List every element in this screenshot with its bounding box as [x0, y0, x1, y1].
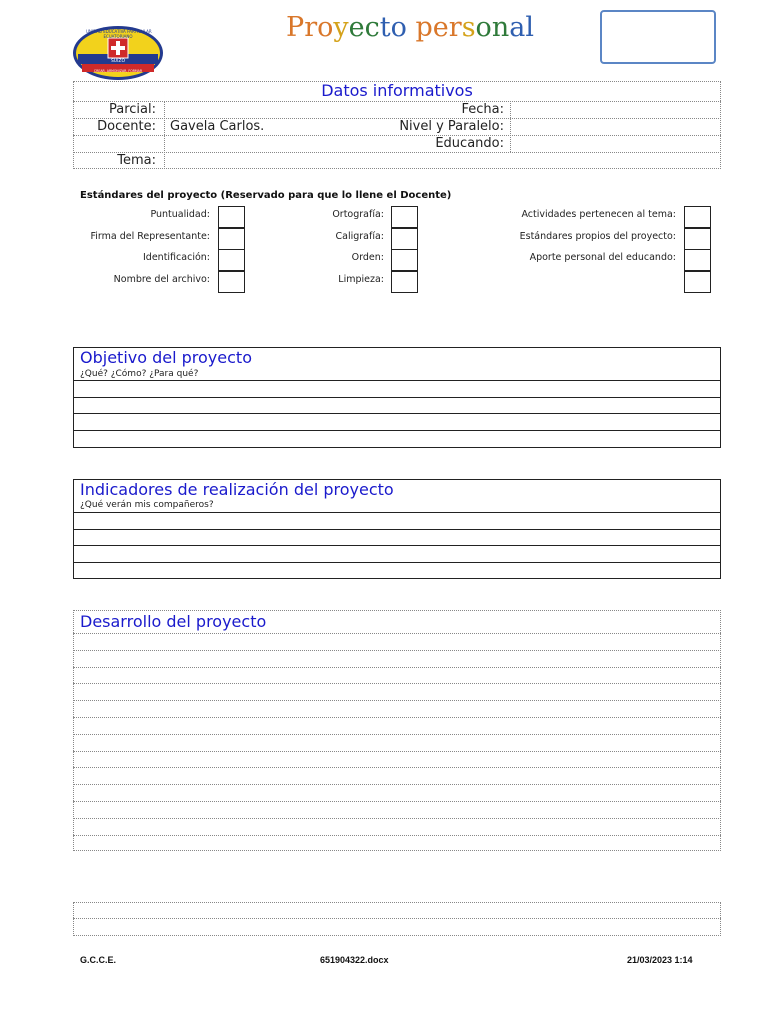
docente-label: Docente: — [97, 119, 156, 134]
standard-label: Nombre del archivo: — [113, 274, 210, 285]
title-letter: t — [379, 12, 391, 43]
col-divider — [164, 101, 165, 169]
standard-label: Estándares propios del proyecto: — [519, 231, 676, 242]
writing-line[interactable] — [73, 380, 721, 381]
writing-line[interactable] — [73, 767, 721, 768]
writing-line[interactable] — [73, 397, 721, 398]
title-letter: r — [304, 12, 318, 43]
aporte-checkbox[interactable] — [684, 249, 711, 271]
nivel-label: Nivel y Paralelo: — [399, 119, 504, 134]
standard-label: Identificación: — [143, 252, 210, 263]
writing-line[interactable] — [73, 545, 721, 546]
page-title — [250, 12, 570, 43]
grade-box — [600, 10, 716, 64]
title-letter: o — [475, 12, 492, 43]
title-letter: c — [364, 12, 380, 43]
writing-line[interactable] — [73, 700, 721, 701]
estandares-checkbox[interactable] — [684, 228, 711, 250]
logo-text-bottom: CREAR, ARMONIZAR, FORMAR — [93, 69, 143, 73]
blank-checkbox[interactable] — [684, 271, 711, 293]
standard-label: Aporte personal del educando: — [529, 252, 676, 263]
writing-line[interactable] — [73, 717, 721, 718]
limpieza-checkbox[interactable] — [391, 271, 418, 293]
datos-title: Datos informativos — [321, 81, 473, 100]
standard-label: Caligrafía: — [335, 231, 384, 242]
nombre-archivo-checkbox[interactable] — [218, 271, 245, 293]
writing-line[interactable] — [73, 650, 721, 651]
standard-label: Limpieza: — [338, 274, 384, 285]
title-letter: n — [491, 12, 510, 43]
standards-title: Estándares del proyecto (Reservado para que lo llene el Docente) — [80, 190, 452, 201]
indicadores-subtitle: ¿Qué verán mis compañeros? — [80, 500, 214, 510]
puntualidad-checkbox[interactable] — [218, 206, 245, 228]
footer-datetime: 21/03/2023 1:14 — [627, 955, 693, 965]
desarrollo-title: Desarrollo del proyecto — [80, 612, 267, 631]
fecha-label: Fecha: — [461, 102, 504, 117]
orden-checkbox[interactable] — [391, 249, 418, 271]
writing-line[interactable] — [73, 512, 721, 513]
title-letter: y — [333, 12, 349, 43]
title-letter: p — [415, 12, 433, 43]
writing-line[interactable] — [73, 784, 721, 785]
writing-line[interactable] — [73, 818, 721, 819]
title-letter: P — [286, 12, 305, 43]
objetivo-subtitle: ¿Qué? ¿Cómo? ¿Para qué? — [80, 369, 199, 379]
docente-value[interactable]: Gavela Carlos. — [170, 119, 265, 134]
title-letter: r — [448, 12, 462, 43]
footer-filename: 651904322.docx — [320, 955, 389, 965]
row-divider — [73, 152, 721, 153]
logo-text-top: UNIDAD EDUCATIVA PARTICULAR — [86, 29, 152, 34]
logo-text-middle: ECUATORIANO — [103, 34, 133, 39]
writing-line[interactable] — [73, 801, 721, 802]
writing-line[interactable] — [73, 683, 721, 684]
ortografia-checkbox[interactable] — [391, 206, 418, 228]
standard-label: Firma del Representante: — [90, 231, 210, 242]
desarrollo-section — [73, 610, 721, 851]
writing-line[interactable] — [73, 751, 721, 752]
actividades-checkbox[interactable] — [684, 206, 711, 228]
writing-line[interactable] — [73, 734, 721, 735]
parcial-label: Parcial: — [109, 102, 156, 117]
title-letter: e — [432, 12, 449, 43]
standard-label: Puntualidad: — [150, 209, 210, 220]
title-letter: a — [509, 12, 526, 43]
writing-line[interactable] — [73, 562, 721, 563]
title-letter: e — [348, 12, 365, 43]
standard-label: Actividades pertenecen al tema: — [521, 209, 676, 220]
firma-checkbox[interactable] — [218, 228, 245, 250]
title-letter: s — [461, 12, 476, 43]
standard-label: Ortografía: — [332, 209, 384, 220]
writing-line[interactable] — [73, 430, 721, 431]
title-letter: o — [390, 12, 407, 43]
tema-label: Tema: — [117, 153, 156, 168]
identificacion-checkbox[interactable] — [218, 249, 245, 271]
writing-line[interactable] — [73, 633, 721, 634]
footer-left: G.C.C.E. — [80, 955, 117, 965]
col-divider — [510, 101, 511, 152]
caligrafia-checkbox[interactable] — [391, 228, 418, 250]
writing-line[interactable] — [73, 667, 721, 668]
objetivo-title: Objetivo del proyecto — [80, 348, 252, 367]
standard-label: Orden: — [351, 252, 384, 263]
title-letter: l — [525, 12, 534, 43]
educando-label: Educando: — [435, 136, 504, 151]
writing-line[interactable] — [73, 529, 721, 530]
logo-text-suizo: SUIZO — [110, 59, 126, 64]
title-letter: o — [317, 12, 334, 43]
school-logo — [72, 24, 164, 82]
writing-line[interactable] — [73, 918, 721, 919]
writing-line[interactable] — [73, 835, 721, 836]
notes-box — [73, 902, 721, 936]
writing-line[interactable] — [73, 413, 721, 414]
title-letter — [407, 12, 416, 43]
indicadores-title: Indicadores de realización del proyecto — [80, 480, 394, 499]
